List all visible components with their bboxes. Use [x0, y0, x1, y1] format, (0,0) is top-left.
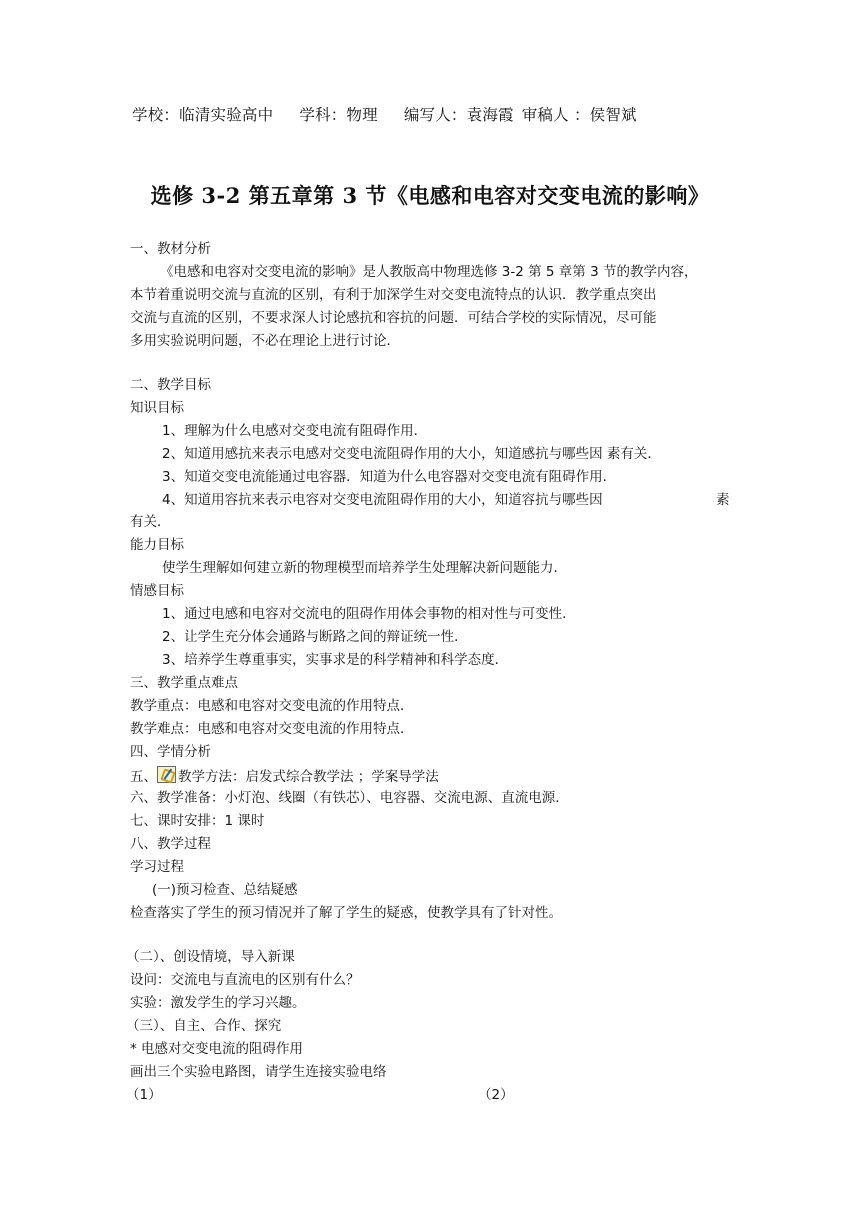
step-3-heading: （三）、自主、合作、探究: [126, 1018, 282, 1034]
note-icon: [157, 766, 176, 783]
emotion-goal-1: 1、通过电感和电容对交流电的阻碍作用体会事物的相对性与可变性．: [162, 606, 576, 622]
emotion-goals-heading: 情感目标: [130, 583, 184, 599]
figure-label-2: （2）: [478, 1087, 514, 1103]
section-1-para-line-3: 交流与直流的区别，不要求深人讨论感抗和容抗的问题．可结合学校的实际情况，尽可能: [130, 310, 657, 326]
step-1-heading: (一)预习检查、总结疑感: [152, 882, 298, 898]
step-2-heading: （二）、创设情境，导入新课: [126, 949, 295, 965]
ability-goal-text: 使学生理解如何建立新的物理模型而培养学生处理解决新问题能力．: [162, 560, 567, 576]
author-label: 编写人：袁海霞: [403, 106, 514, 124]
section-7: 七、课时安排：1 课时: [130, 813, 265, 829]
figure-label-1: （1）: [126, 1087, 162, 1103]
school-label: 学校：临清实验高中: [132, 106, 274, 124]
section-3-heading: 三、教学重点难点: [130, 675, 238, 691]
section-2-heading: 二、教学目标: [130, 377, 211, 393]
learning-process-heading: 学习过程: [130, 859, 184, 875]
knowledge-goal-1: 1、理解为什么电感对交变电流有阻碍作用．: [162, 423, 428, 439]
emotion-goal-3: 3、培养学生尊重事实，实事求是的科学精神和科学态度．: [162, 652, 509, 668]
reviewer-label: 审稿人 ：侯智斌: [521, 106, 637, 124]
section-5-prefix: 五、: [130, 769, 157, 785]
section-1-heading: 一、教材分析: [130, 241, 211, 257]
section-1-para-line-2: 本节着重说明交流与直流的区别，有利于加深学生对交变电流特点的认识．教学重点突出: [130, 287, 657, 303]
section-6: 六、教学准备：小灯泡、线圈（有铁芯）、电容器、交流电源、直流电源．: [130, 790, 569, 806]
subject-label: 学科：物理: [299, 106, 378, 124]
document-title: 选修 3-2 第五章第 3 节《电感和电容对交变电流的影响》: [150, 183, 710, 208]
difficulty-point: 教学难点：电感和电容对交变电流的作用特点．: [130, 721, 414, 737]
section-4-heading: 四、学情分析: [130, 744, 211, 760]
section-5-text: 教学方法：启发式综合教学法 ；学案导学法: [178, 769, 439, 785]
section-1-para-line-1: 《电感和电容对交变电流的影响》是人教版高中物理选修 3-2 第 5 章第 3 节的教学内容，: [160, 264, 698, 280]
section-5: [130, 766, 439, 786]
header-info: [132, 106, 663, 124]
key-point: 教学重点：电感和电容对交变电流的作用特点．: [130, 698, 414, 714]
knowledge-goal-4: 4、知道用容抗来表示电容对交变电流阻碍作用的大小，知道容抗与哪些因: [162, 492, 603, 508]
knowledge-goal-3: 3、知道交变电流能通过电容器．知道为什么电容器对交变电流有阻碍作用．: [162, 469, 617, 485]
draw-circuit-text: 画出三个实验电路图，请学生连接实验电络: [130, 1064, 387, 1080]
knowledge-goal-4-cont: 素: [716, 492, 730, 508]
question-text: 设问：交流电与直流电的区别有什么？: [130, 972, 360, 988]
knowledge-goals-heading: 知识目标: [130, 400, 184, 416]
section-8-heading: 八、教学过程: [130, 836, 211, 852]
experiment-text: 实验：激发学生的学习兴趣。: [130, 995, 306, 1011]
emotion-goal-2: 2、让学生充分体会通路与断路之间的辩证统一性．: [162, 629, 468, 645]
knowledge-goal-2: 2、知道用感抗来表示电感对交变电流阻碍作用的大小，知道感抗与哪些因 素有关．: [162, 446, 661, 462]
section-1-para-line-4: 多用实验说明问题，不必在理论上进行讨论．: [130, 333, 400, 349]
ability-goals-heading: 能力目标: [130, 537, 184, 553]
topic-text: * 电感对交变电流的阻碍作用: [130, 1041, 304, 1057]
step-1-text: 检查落实了学生的预习情况并了解了学生的疑惑，使教学具有了针对性。: [130, 905, 562, 921]
knowledge-goal-4-end: 有关．: [130, 514, 171, 530]
